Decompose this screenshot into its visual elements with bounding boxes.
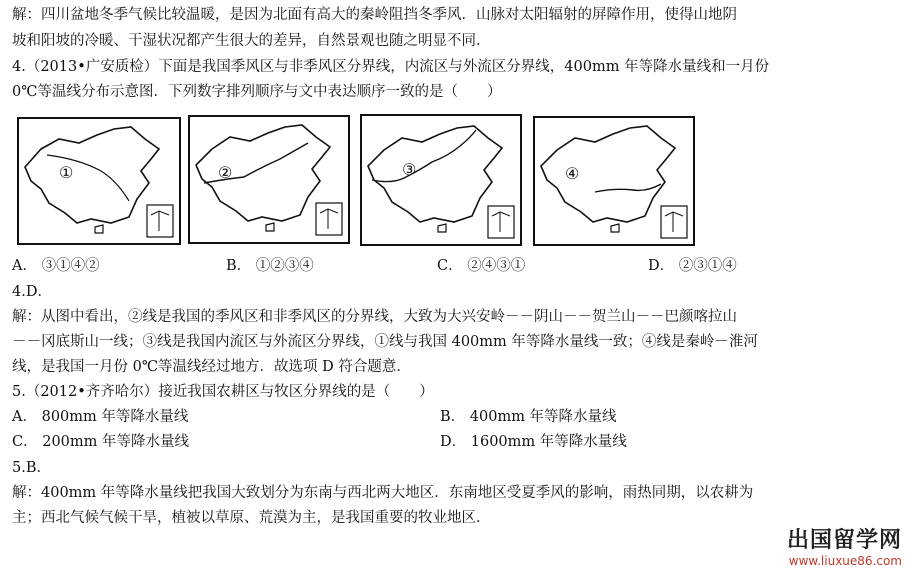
china-outline-1: [19, 119, 179, 243]
intro-line-2: 坡和阳坡的冷暖、干湿状况都产生很大的差异，自然景观也随之明显不同．: [12, 33, 491, 49]
q5-option-c: [12, 432, 189, 452]
q5-option-c-letter: C．: [12, 434, 38, 450]
watermark-name: 出国留学网: [786, 528, 902, 553]
q5-stem: 5.（2012•齐齐哈尔）接近我国农耕区与牧区分界线的是（ ）: [12, 384, 434, 400]
china-outline-3: [362, 116, 520, 244]
q5-option-d: [440, 432, 627, 452]
q4-option-b-text: ①②③④: [255, 258, 314, 274]
q4-option-c: [437, 256, 525, 276]
q4-explanation-1: 解：从图中看出，②线是我国的季风区和非季风区的分界线，大致为大兴安岭－－阴山－－贺兰山－－巴颜喀拉山: [12, 309, 737, 325]
q4-option-a-letter: A．: [12, 258, 37, 274]
q5-option-b: [440, 407, 617, 427]
map-3: [360, 114, 522, 246]
map-2: [188, 115, 350, 244]
china-outline-2: [190, 117, 348, 242]
q4-option-c-letter: C．: [437, 258, 463, 274]
q4-option-d-text: ②③①④: [678, 258, 737, 274]
q5-explanation-1: 解：400mm 年等降水量线把我国大致划分为东南与西北两大地区．东南地区受夏季风的影响，雨热同期，以农耕为: [12, 485, 754, 501]
q4-answer: 4.D．: [12, 284, 52, 300]
q5-explanation-2: 主；西北气候气候干旱，植被以草原、荒漠为主，是我国重要的牧业地区．: [12, 510, 491, 526]
q4-option-a: [12, 256, 100, 276]
map-1-label: ①: [59, 163, 74, 182]
q5-option-d-text: 1600mm 年等降水量线: [470, 434, 627, 450]
china-outline-4: [535, 118, 693, 244]
q4-explanation-3: 线，是我国一月份 0℃等温线经过地方．故选项 D 符合题意．: [12, 359, 411, 375]
q5-option-c-text: 200mm 年等降水量线: [42, 434, 190, 450]
q4-option-c-text: ②④③①: [467, 258, 526, 274]
q5-option-d-letter: D．: [440, 434, 467, 450]
q4-option-d: [648, 256, 737, 276]
map-1: [17, 117, 181, 245]
q4-stem-line-2: 0℃等温线分布示意图．下列数字排列顺序与文中表达顺序一致的是（ ）: [12, 84, 502, 100]
map-4-label: ④: [565, 164, 580, 183]
q5-option-a: [12, 407, 188, 427]
q5-option-b-letter: B．: [440, 409, 466, 425]
watermark-url[interactable]: www.liuxue86.com: [788, 554, 902, 568]
q4-option-b-letter: B．: [226, 258, 252, 274]
watermark: [787, 523, 902, 568]
q4-stem-line-1: 4.（2013•广安质检）下面是我国季风区与非季风区分界线，内流区与外流区分界线，400mm 年等降水量线和一月份: [12, 59, 770, 75]
map-4: [533, 116, 695, 246]
q4-option-d-letter: D．: [648, 258, 675, 274]
q4-option-b: [226, 256, 314, 276]
map-3-label: ③: [402, 160, 417, 179]
q5-option-a-letter: A．: [12, 409, 37, 425]
q4-explanation-2: －－冈底斯山一线；③线是我国内流区与外流区分界线，①线与我国 400mm 年等降水量线一致；④线是秦岭－淮河: [12, 334, 758, 350]
q4-option-a-text: ③①④②: [41, 258, 100, 274]
map-2-label: ②: [218, 163, 233, 182]
q5-option-a-text: 800mm 年等降水量线: [41, 409, 189, 425]
q5-answer: 5.B．: [12, 460, 51, 476]
q5-option-b-text: 400mm 年等降水量线: [469, 409, 617, 425]
intro-line-1: 解：四川盆地冬季气候比较温暖，是因为北面有高大的秦岭阻挡冬季风．山脉对太阳辐射的屏障作用，使得山地阴: [12, 7, 737, 23]
